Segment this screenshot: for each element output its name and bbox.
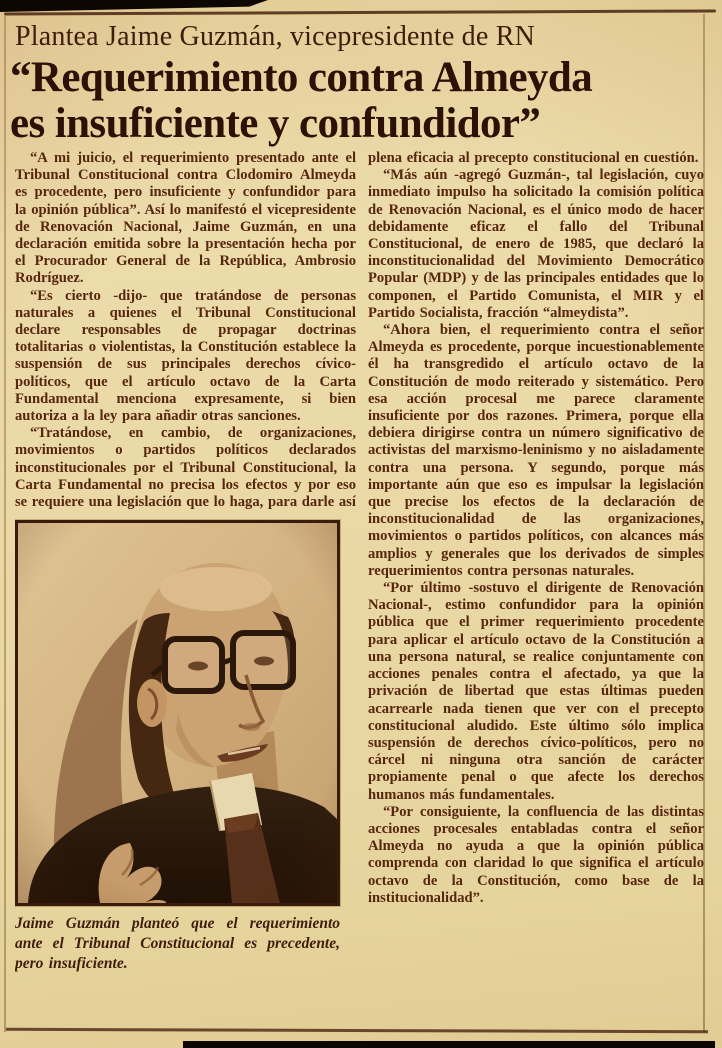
article-paragraph: “Por consiguiente, la confluencia de las distintas acciones procesales entabladas contra el señor Almeyda no ayuda a que la opinión pública comprenda con claridad lo que significa el artículo octavo de la Constitución, como base de la institucionalidad”. xyxy=(368,803,704,906)
article-paragraph: “A mi juicio, el requerimiento presentado ante el Tribunal Constitucional contra Clodomiro Almeyda es procedente, pero insuficiente y confundidor para la opinión pública”. Así lo manifestó el vicepresidente de Renovación Nacional, Jaime Guzmán, en una declaración emitida sobre la presentación hecha por el Procurador General de la República, Ambrosio Rodríguez. xyxy=(15,150,356,287)
bottom-crop-artifact xyxy=(183,1041,715,1048)
portrait-illustration xyxy=(18,523,337,903)
photo-figure xyxy=(15,520,340,974)
headline xyxy=(10,55,716,147)
top-rule xyxy=(4,9,716,15)
right-column xyxy=(368,150,704,1036)
article-paragraph: “Tratándose, en cambio, de organizaciones, movimientos o partidos políticos declarados inconstitucionales por el Tribunal Constitucional, la Carta Fundamental no precisa los efectos y por eso se requiere una legislación que lo haga, para darle así xyxy=(15,425,356,511)
article-paragraph: “Por último -sostuvo el dirigente de Renovación Nacional-, estimo confundidor para la opinión pública que el primer requerimiento procedente para aplicar el artículo octavo de la Constitución a una persona natural, se realice conjuntamente con acciones penales contra el afectado, ya que la privación de libertad que estas últimas pueden acarrearle nada tienen que ver con el precepto constitucional aludido. Este último sólo implica suspensión de derechos cívico-políticos, pero no cárcel ni ninguna otra sanción de carácter propiamente penal o que afecte los derechos humanos más fundamentales. xyxy=(368,580,704,803)
top-crop-artifact xyxy=(0,0,268,12)
left-edge-line xyxy=(4,16,6,1032)
article-paragraph: “Es cierto -dijo- que tratándose de personas naturales a quienes el Tribunal Constitucional declare responsables de propagar doctrinas totalitarias o violentistas, la Constitución establece la suspensión de sus principales derechos cívico-políticos, que el artículo octavo de la Carta Fundamental menciona expresamente, si bien autoriza a la ley para añadir otras sanciones. xyxy=(15,287,356,425)
jaime-guzman-photo xyxy=(15,520,340,906)
headline-line-1: “Requerimiento contra Almeyda xyxy=(10,54,593,101)
article-paragraph: plena eficacia al precepto constitucional en cuestión. xyxy=(368,150,699,166)
headline-line-2: es insuficiente y confundidor” xyxy=(10,100,541,147)
article-paragraph: “Más aún -agregó Guzmán-, tal legislación, cuyo inmediato impulso ha solicitado la comisión política de Renovación Nacional, es el único modo de hacer debidamente eficaz el fallo del Tribunal Constitucional, de enero de 1985, que declaró la inconstitucionalidad del Movimiento Democrático Popular (MDP) y de las principales entidades que lo componen, el Partido Comunista, el MIR y el Partido Socialista, fracción “almeydista”. xyxy=(368,167,704,321)
article-paragraph: “Ahora bien, el requerimiento contra el señor Almeyda es procedente, porque incuestionablemente él ha transgredido el artículo octavo de la Constitución de modo reiterado y sistemático. Pero esa acción procesal me parece claramente insuficiente por dos razones. Primera, porque ella debiera dirigirse contra un número significativo de activistas del marxismo-leninismo y no aisladamente contra una persona. Y segundo, porque más importante aún que eso es impulsar la legislación que precise los efectos de la declaración de inconstitucionalidad de las organizaciones, movimientos o partidos políticos, con alcances más amplios y generales que los derivados de simples requerimientos contra personas naturales. xyxy=(368,322,704,579)
photo-caption: Jaime Guzmán planteó que el requerimiento ante el Tribunal Constitucional es precedente, pero insuficiente. xyxy=(15,915,340,973)
left-column xyxy=(15,150,356,1036)
kicker: Plantea Jaime Guzmán, vicepresidente de RN xyxy=(15,21,536,52)
